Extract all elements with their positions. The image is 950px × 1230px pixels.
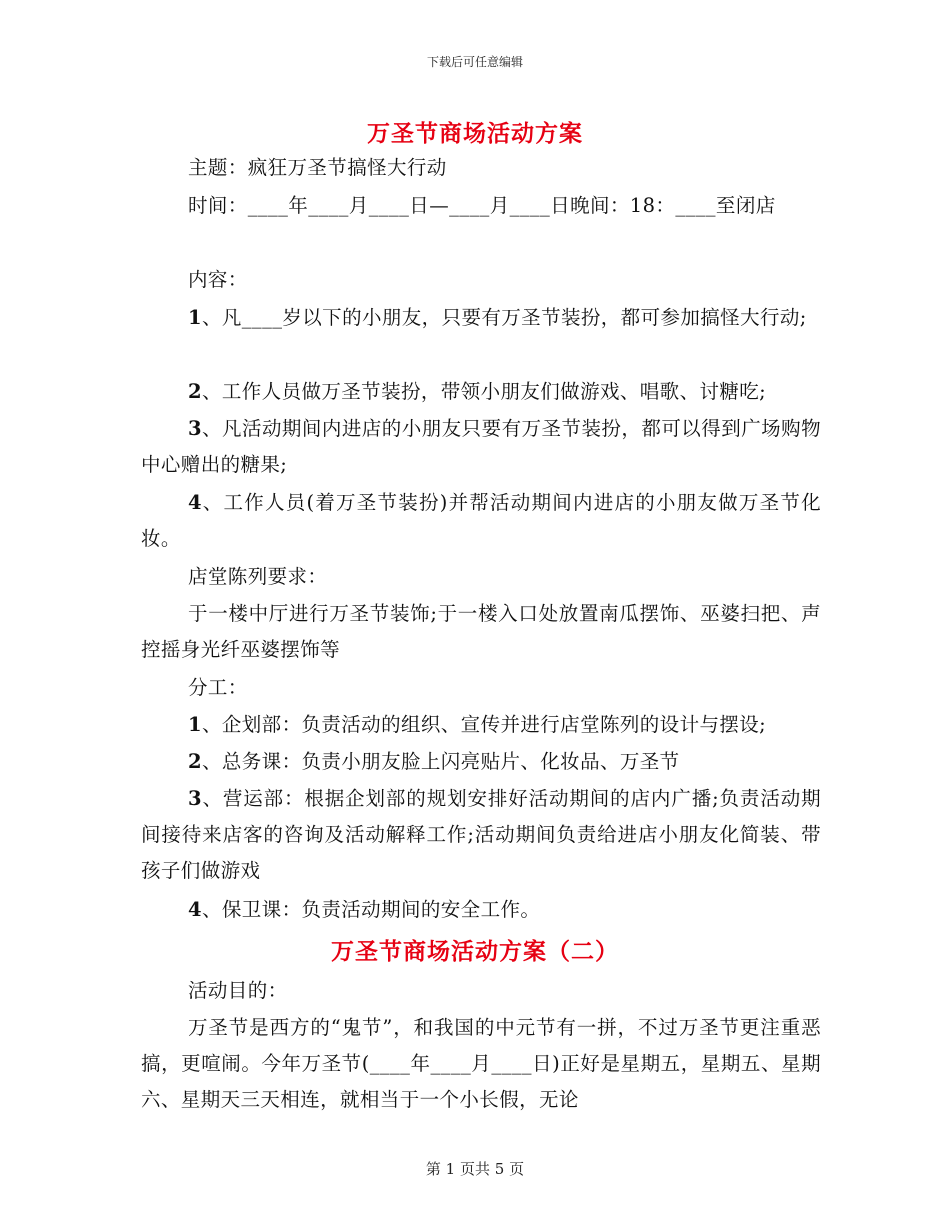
division-item-2: 2、总务课：负责小朋友脸上闪亮贴片、化妆品、万圣节 [188,750,680,773]
theme-line: 主题：疯狂万圣节搞怪大行动 [188,156,447,179]
division-label: 分工： [188,676,248,699]
document-title: 万圣节商场活动方案 [367,120,583,147]
content-item-3: 3、凡活动期间内进店的小朋友只要有万圣节装扮，都可以得到广场购物中心赠出的糖果; [141,417,821,476]
display-text: 于一楼中厅进行万圣节装饰;于一楼入口处放置南瓜摆饰、巫婆扫把、声控摇身光纤巫婆摆饰等 [141,602,821,661]
content-label: 内容： [188,268,248,291]
page-header: 下载后可任意编辑 [426,55,523,69]
content-item-4: 4、工作人员(着万圣节装扮)并帮活动期间内进店的小朋友做万圣节化妆。 [141,491,821,550]
content-item-2: 2、工作人员做万圣节装扮，带领小朋友们做游戏、唱歌、讨糖吃; [188,380,767,403]
section-title-2: 万圣节商场活动方案（二） [331,938,619,965]
division-item-3: 3、营运部：根据企划部的规划安排好活动期间的店内广播;负责活动期间接待来店客的咨询及活动解释工作;活动期间负责给进店小朋友化简装、带孩子们做游戏 [141,787,821,882]
time-line: 时间：____年____月____日—____月____日晚间：18：____至闭店 [188,194,776,217]
page-footer: 第 1 页共 5 页 [425,1160,525,1178]
content-item-1: 1、凡____岁以下的小朋友，只要有万圣节装扮，都可参加搞怪大行动; [188,306,807,329]
purpose-text: 万圣节是西方的“鬼节”，和我国的中元节有一拼，不过万圣节更注重恶搞，更喧闹。今年万圣节(____年____月____日)正好是星期五，星期五、星期六、星期天三天相连，就相当于一个小长假，无论 [141,1016,821,1111]
division-item-4: 4、保卫课：负责活动期间的安全工作。 [188,898,541,921]
display-label: 店堂陈列要求： [188,565,328,588]
division-item-1: 1、企划部：负责活动的组织、宣传并进行店堂陈列的设计与摆设; [188,713,767,736]
purpose-label: 活动目的： [188,979,288,1002]
